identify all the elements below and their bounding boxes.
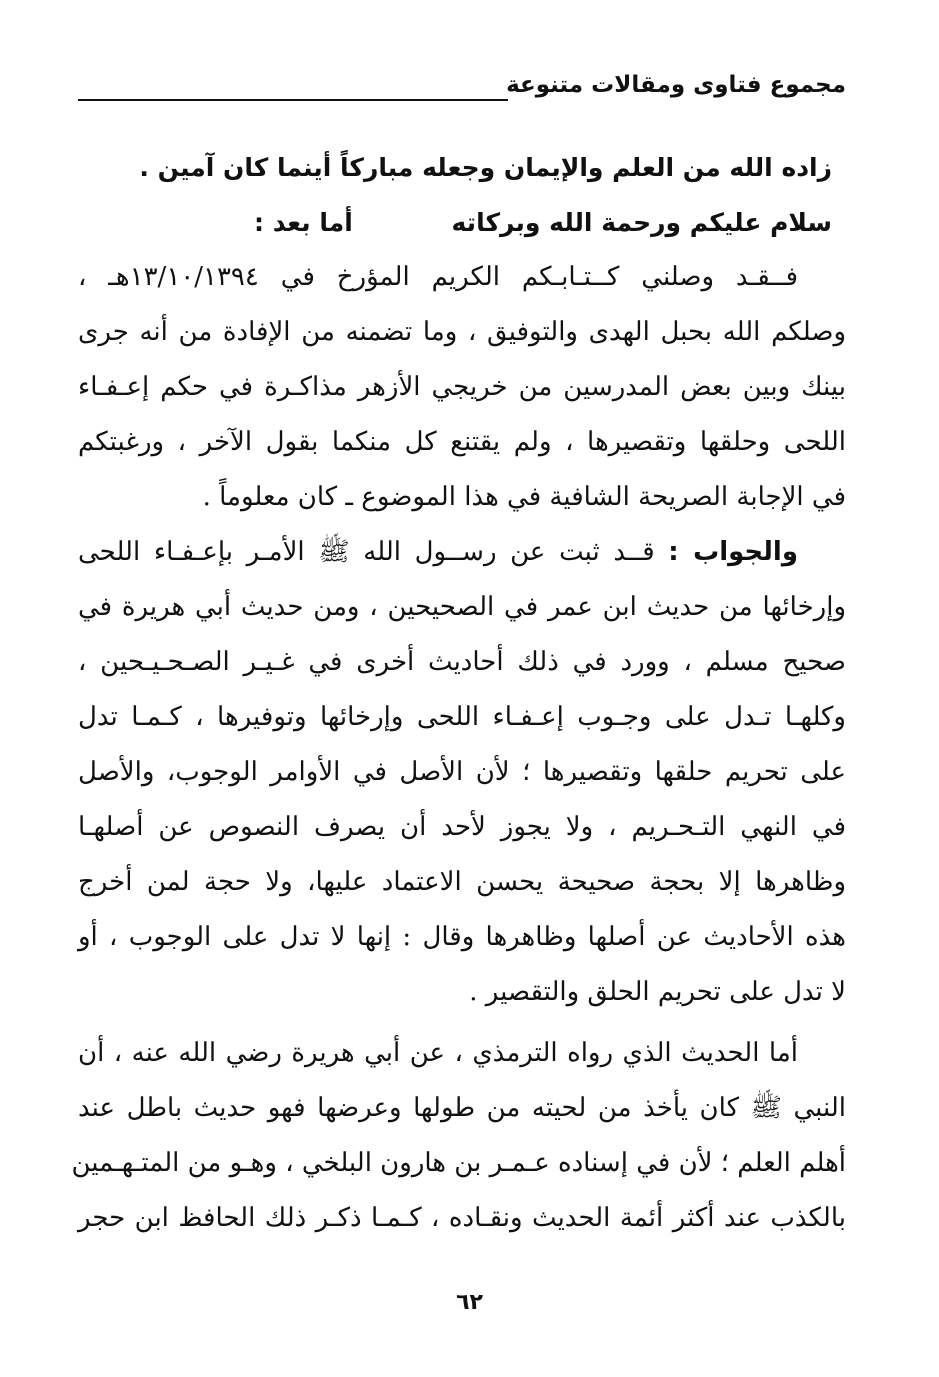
paragraph-line: وصلكم الله بحبل الهدى والتوفيق ، وما تضمنه من الإفادة من أنه جرى	[78, 317, 846, 347]
intro-line: زاده الله من العلم والإيمان وجعله مباركاً أينما كان آمين .	[139, 153, 832, 182]
paragraph-line: أهلم العلم ؛ لأن في إسناده عـمـر بن هارون البلخي ، وهـو من المتـهـمين	[71, 1148, 846, 1178]
paragraph-line: وإرخائها من حديث ابن عمر في الصحيحين ، ومن حديث أبي هريرة في	[78, 592, 846, 622]
paragraph-line: وظاهرها إلا بحجة صحيحة يحسن الاعتماد عليها، ولا حجة لمن أخرج	[78, 867, 846, 897]
header-rule	[78, 99, 508, 101]
paragraph-line: في الإجابة الصريحة الشافية في هذا الموضوع ـ كان معلوماً .	[202, 482, 846, 512]
running-header	[78, 70, 846, 110]
page-body	[71, 140, 846, 1246]
paragraph-line: فــقـد وصلني كــتـابـكم الكريم المؤرخ في ١٣/١٠/١٣٩٤هـ ،	[78, 262, 799, 292]
answer-first-line	[78, 525, 846, 580]
paragraph-line: على تحريم حلقها وتقصيرها ؛ لأن الأصل في الأوامر الوجوب، والأصل	[78, 757, 846, 787]
paragraph-line: صحيح مسلم ، وورد في ذلك أحاديث أخرى في غـيـر الصـحـيـحين ،	[78, 647, 846, 677]
amma-baad: أما بعد :	[254, 208, 353, 237]
answer-label: والجواب :	[668, 537, 798, 567]
page-number: ٦٢	[456, 1290, 483, 1315]
book-title: مجموع فتاوى ومقالات متنوعة	[506, 72, 846, 98]
salutation-line	[78, 195, 846, 250]
paragraph-line: وكلهـا تـدل على وجـوب إعـفـاء اللحى وإرخائها وتوفيرها ، كـمـا تدل	[78, 702, 846, 732]
paragraph-line: بينك وبين بعض المدرسين من خريجي الأزهر مذاكـرة في حكم إعـفـاء	[78, 372, 846, 402]
salutation: سلام عليكم ورحمة الله وبركاته	[451, 208, 832, 237]
paragraph-line: لا تدل على تحريم الحلق والتقصير .	[469, 977, 846, 1007]
paragraph-line: أما الحديث الذي رواه الترمذي ، عن أبي هريرة رضي الله عنه ، أن	[78, 1038, 798, 1068]
answer-first-text: قــد ثبت عن رســول الله ﷺ الأمـر بإعـفـاء اللحى	[78, 537, 655, 567]
paragraph-line: في النهي التـحـريم ، ولا يجوز لأحد أن يصرف النصوص عن أصلهـا	[78, 812, 846, 842]
paragraph-line: اللحى وحلقها وتقصيرها ، ولم يقتنع كل منكما بقول الآخر ، ورغبتكم	[78, 427, 846, 457]
paragraph-line: النبي ﷺ كان يأخذ من لحيته من طولها وعرضها فهو حديث باطل عند	[78, 1093, 846, 1123]
paragraph-line: بالكذب عند أكثر أئمة الحديث ونقـاده ، كـمـا ذكـر ذلك الحافظ ابن حجر	[78, 1203, 846, 1233]
paragraph-line: هذه الأحاديث عن أصلها وظاهرها وقال : إنها لا تدل على الوجوب ، أو	[78, 922, 846, 952]
